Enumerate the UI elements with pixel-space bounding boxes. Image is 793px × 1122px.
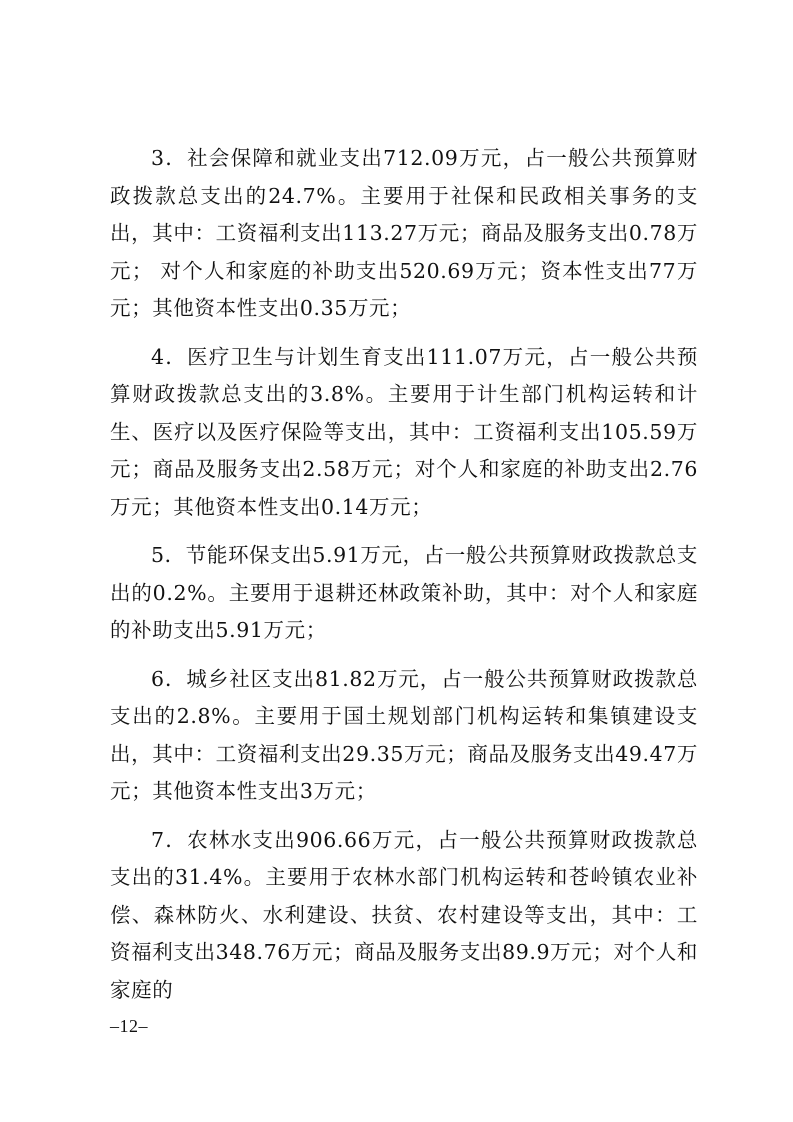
paragraph-energy-environment: 5．节能环保支出5.91万元，占一般公共预算财政拨款总支出的0.2%。主要用于退耕还林政策补助，其中：对个人和家庭的补助支出5.91万元； bbox=[110, 543, 698, 642]
paragraph-health: 4．医疗卫生与计划生育支出111.07万元，占一般公共预算财政拨款总支出的3.8%。主要用于计生部门机构运转和计生、医疗以及医疗保险等支出，其中：工资福利支出105.59万元；商品及服务支出2.58万元；对个人和家庭的补助支出2.76万元；其他资本性支出0.14万元； bbox=[110, 344, 698, 519]
paragraph-agriculture: 7．农林水支出906.66万元，占一般公共预算财政拨款总支出的31.4%。主要用于农林水部门机构运转和苍岭镇农业补偿、森林防火、水利建设、扶贫、农村建设等支出，其中：工资福利支出348.76万元；商品及服务支出89.9万元；对个人和家庭的 bbox=[110, 827, 698, 1002]
paragraph-social-security: 3．社会保障和就业支出712.09万元，占一般公共预算财政拨款总支出的24.7%。主要用于社保和民政相关事务的支出，其中：工资福利支出113.27万元；商品及服务支出0.78万元； 对个人和家庭的补助支出520.69万元；资本性支出77万元；其他资本性支出0.35万元； bbox=[110, 146, 698, 320]
page-number: –12– bbox=[110, 1016, 148, 1036]
document-body bbox=[110, 140, 698, 1020]
paragraph-urban-rural: 6．城乡社区支出81.82万元，占一般公共预算财政拨款总支出的2.8%。主要用于国土规划部门机构运转和集镇建设支出，其中：工资福利支出29.35万元；商品及服务支出49.47万元；其他资本性支出3万元； bbox=[110, 666, 698, 803]
